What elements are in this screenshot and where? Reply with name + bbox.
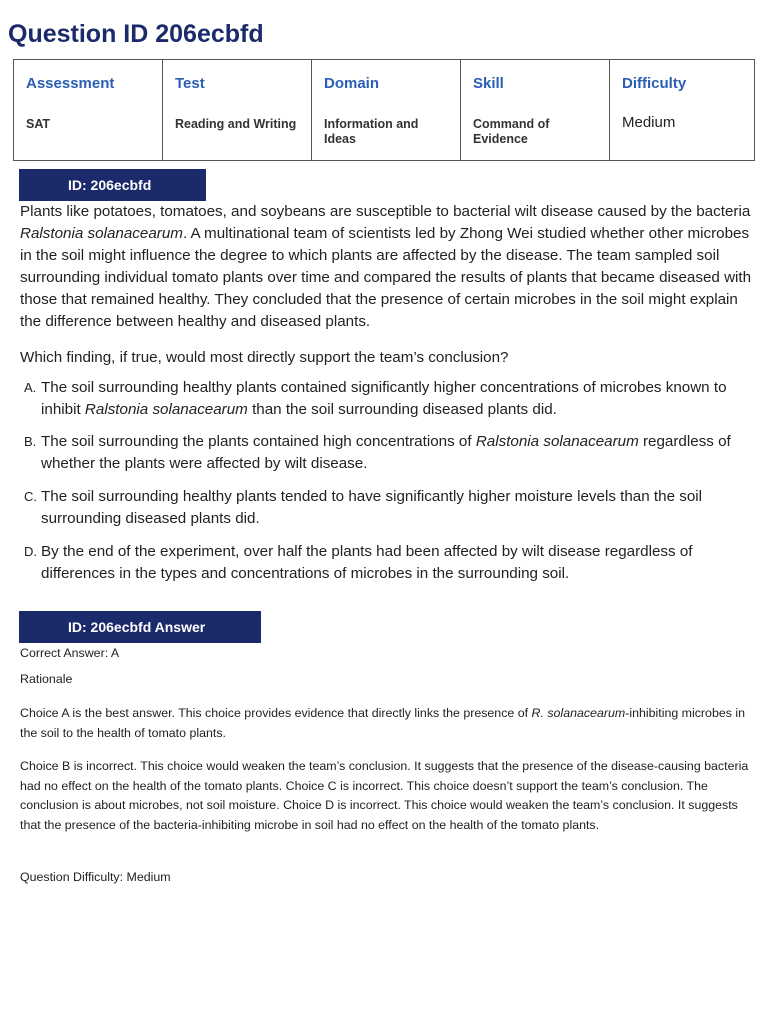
question-id-title: Question ID 206ecbfd (8, 20, 264, 48)
correct-answer: Correct Answer: A (20, 646, 120, 660)
difficulty-header: Difficulty (622, 75, 687, 92)
choice-b-text-end: regardless of whether the plants were affected by wilt disease. (41, 433, 731, 472)
passage-text (20, 201, 752, 333)
choice-b-text: The soil surrounding the plants contained high concentrations of (41, 433, 476, 450)
choice-a-letter: A. (24, 380, 37, 395)
choice-b-letter: B. (24, 434, 37, 449)
test-cell (163, 60, 312, 161)
choice-a[interactable] (24, 377, 751, 421)
choice-a-text-end: than the soil surrounding diseased plants did. (247, 401, 557, 418)
domain-value: Information and Ideas (324, 117, 419, 146)
passage-part-1: Plants like potatoes, tomatoes, and soybeans are susceptible to bacterial wilt disease caused by the bacteria (20, 203, 751, 220)
rationale-a-text-end: -inhibiting microbes in the soil to the health of tomato plants. (20, 706, 746, 740)
skill-header: Skill (473, 75, 504, 92)
metadata-table (13, 59, 755, 161)
choice-d-text: By the end of the experiment, over half the plants had been affected by wilt disease regardless of differences in the types and concentrations of microbes in the surrounding soil. (41, 543, 693, 582)
rationale-other-choices: Choice B is incorrect. This choice would weaken the team’s conclusion. It suggests that the presence of the disease-causing bacteria had no effect on the health of the tomato plants. Choice C is incorrect. This choice doesn’t support the team’s conclusion. The conclusion is about microbes, not soil moisture. Choice D is incorrect. This choice would weaken the team’s conclusion. It suggests that the presence of the bacteria-inhibiting microbe in soil had no effect on the health of the tomato plants. (20, 759, 749, 832)
test-value: Reading and Writing (175, 117, 297, 131)
assessment-header: Assessment (26, 75, 115, 92)
choice-a-species: Ralstonia solanacearum (84, 401, 248, 418)
choice-a-text: The soil surrounding healthy plants contained significantly higher concentrations of microbes known to inhibit (41, 379, 727, 418)
choice-c-text: The soil surrounding healthy plants tended to have significantly higher moisture levels than the soil surrounding diseased plants did. (41, 488, 703, 527)
question-difficulty: Question Difficulty: Medium (20, 870, 171, 884)
choice-c[interactable] (24, 486, 751, 530)
difficulty-cell (610, 60, 755, 161)
domain-cell (312, 60, 461, 161)
choice-b[interactable] (24, 431, 751, 475)
skill-value: Command of Evidence (473, 117, 550, 146)
rationale-a-species: R. solanacearum (531, 706, 626, 720)
passage-species-name: Ralstonia solanacearum (20, 225, 183, 242)
test-header: Test (175, 75, 205, 92)
passage-part-2: . A multinational team of scientists led by Zhong Wei studied whether other microbes in the soil might influence the degree to which plants are affected by the disease. The team sampled soil surrounding individual tomato plants over time and compared the results of plants that became diseased with those that remained healthy. They concluded that the presence of certain microbes in the soil might explain the difference between healthy and diseased plants. (20, 225, 752, 330)
difficulty-value: Medium (622, 114, 676, 131)
choice-c-letter: C. (24, 489, 37, 504)
assessment-value: SAT (26, 117, 51, 131)
rationale-label: Rationale (20, 672, 73, 686)
assessment-cell (14, 60, 163, 161)
question-stem: Which finding, if true, would most directly support the team’s conclusion? (20, 349, 509, 366)
skill-cell (461, 60, 610, 161)
rationale-choice-a (20, 704, 750, 743)
answer-id-bar: ID: 206ecbfd Answer (19, 611, 261, 643)
rationale-a-text: Choice A is the best answer. This choice provides evidence that directly links the presence of (20, 706, 532, 720)
question-id-bar: ID: 206ecbfd (19, 169, 206, 201)
domain-header: Domain (324, 75, 380, 92)
choice-b-species: Ralstonia solanacearum (475, 433, 639, 450)
choice-d[interactable] (24, 541, 751, 585)
choice-d-letter: D. (24, 544, 37, 559)
